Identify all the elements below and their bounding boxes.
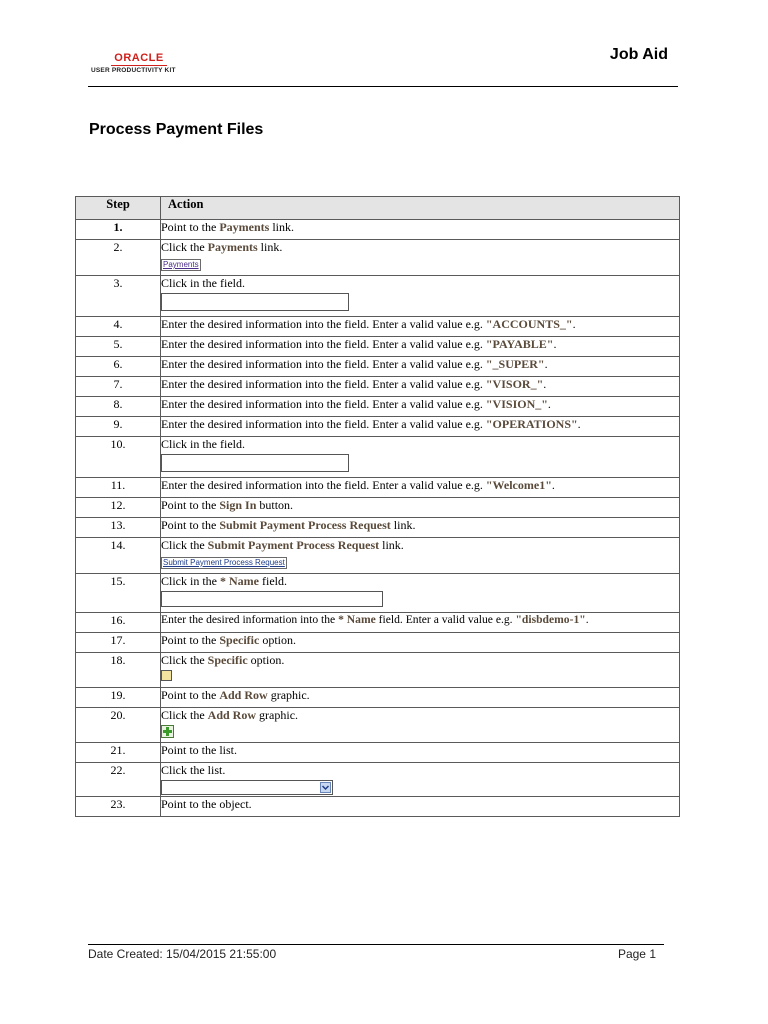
header-step: Step (76, 197, 161, 220)
step-number: 15. (76, 574, 161, 613)
name-field-screenshot (161, 591, 383, 607)
table-row (76, 478, 680, 498)
step-action: Point to the Specific option. (161, 633, 680, 653)
page-number: Page 1 (617, 947, 656, 961)
step-number: 23. (76, 797, 161, 817)
step-number: 22. (76, 763, 161, 797)
step-number: 10. (76, 437, 161, 478)
step-number: 7. (76, 377, 161, 397)
step-number: 2. (76, 240, 161, 276)
step-action: Point to the object. (161, 797, 680, 817)
step-number: 9. (76, 417, 161, 437)
step-number: 20. (76, 708, 161, 743)
table-row (76, 743, 680, 763)
step-action: Click the Payments link. Payments (161, 240, 680, 276)
step-number: 12. (76, 498, 161, 518)
step-number: 13. (76, 518, 161, 538)
step-action: Click the Specific option. (161, 653, 680, 688)
table-row (76, 708, 680, 743)
chevron-down-icon (320, 782, 331, 793)
specific-option-icon (161, 670, 172, 681)
table-row (76, 276, 680, 317)
table-row (76, 763, 680, 797)
add-row-icon (161, 723, 679, 742)
table-row (76, 653, 680, 688)
step-number: 5. (76, 337, 161, 357)
table-row (76, 613, 680, 633)
step-action: Enter the desired information into the field. Enter a valid value e.g. "ACCOUNTS_". (161, 317, 680, 337)
step-action: Enter the desired information into the * Name field. Enter a valid value e.g. "disbdemo-1". (161, 613, 680, 633)
table-row (76, 574, 680, 613)
step-action: Enter the desired information into the field. Enter a valid value e.g. "VISOR_". (161, 377, 680, 397)
step-number: 1. (76, 220, 161, 240)
page-title: Process Payment Files (89, 121, 264, 138)
step-number: 19. (76, 688, 161, 708)
step-action: Point to the Add Row graphic. (161, 688, 680, 708)
date-created: Date Created: 15/04/2015 21:55:00 (88, 947, 277, 961)
submit-payment-link-screenshot: Submit Payment Process Request (163, 558, 285, 567)
step-number: 21. (76, 743, 161, 763)
step-action: Click in the * Name field. (161, 574, 680, 613)
payments-link-screenshot: Payments (163, 260, 199, 269)
step-action: Point to the list. (161, 743, 680, 763)
logo-subtitle: USER PRODUCTIVITY KIT (91, 67, 176, 74)
step-action: Click the Add Row graphic. (161, 708, 680, 743)
table-row (76, 317, 680, 337)
table-row (76, 688, 680, 708)
step-action: Click the Submit Payment Process Request link. Submit Payment Process Request (161, 538, 680, 574)
step-action: Click in the field. (161, 437, 680, 478)
table-row (76, 518, 680, 538)
step-number: 16. (76, 613, 161, 633)
page-footer (88, 944, 664, 961)
table-row (76, 337, 680, 357)
table-row (76, 377, 680, 397)
table-header-row (76, 197, 680, 220)
logo-wordmark: ORACLE (114, 52, 164, 64)
table-row (76, 538, 680, 574)
list-screenshot (161, 780, 333, 795)
step-action: Enter the desired information into the field. Enter a valid value e.g. "PAYABLE". (161, 337, 680, 357)
page-header (88, 44, 678, 87)
step-number: 18. (76, 653, 161, 688)
step-number: 3. (76, 276, 161, 317)
steps-table (75, 196, 680, 817)
table-row (76, 220, 680, 240)
step-number: 4. (76, 317, 161, 337)
step-number: 17. (76, 633, 161, 653)
doc-type-label: Job Aid (609, 46, 668, 63)
step-action: Enter the desired information into the field. Enter a valid value e.g. "Welcome1". (161, 478, 680, 498)
step-action: Click the list. (161, 763, 680, 797)
table-row (76, 397, 680, 417)
step-number: 14. (76, 538, 161, 574)
step-action: Point to the Submit Payment Process Request link. (161, 518, 680, 538)
table-row (76, 240, 680, 276)
step-action: Point to the Payments link. (161, 220, 680, 240)
table-row (76, 357, 680, 377)
table-row (76, 633, 680, 653)
step-action: Enter the desired information into the field. Enter a valid value e.g. "_SUPER". (161, 357, 680, 377)
field-screenshot (161, 454, 349, 472)
header-action: Action (161, 197, 680, 220)
table-row (76, 417, 680, 437)
table-row (76, 797, 680, 817)
step-number: 8. (76, 397, 161, 417)
step-number: 6. (76, 357, 161, 377)
step-action: Point to the Sign In button. (161, 498, 680, 518)
table-row (76, 498, 680, 518)
step-action: Enter the desired information into the field. Enter a valid value e.g. "VISION_". (161, 397, 680, 417)
oracle-upk-logo (91, 52, 201, 78)
step-action: Click in the field. (161, 276, 680, 317)
step-number: 11. (76, 478, 161, 498)
table-row (76, 437, 680, 478)
field-screenshot (161, 293, 349, 311)
step-action: Enter the desired information into the field. Enter a valid value e.g. "OPERATIONS". (161, 417, 680, 437)
